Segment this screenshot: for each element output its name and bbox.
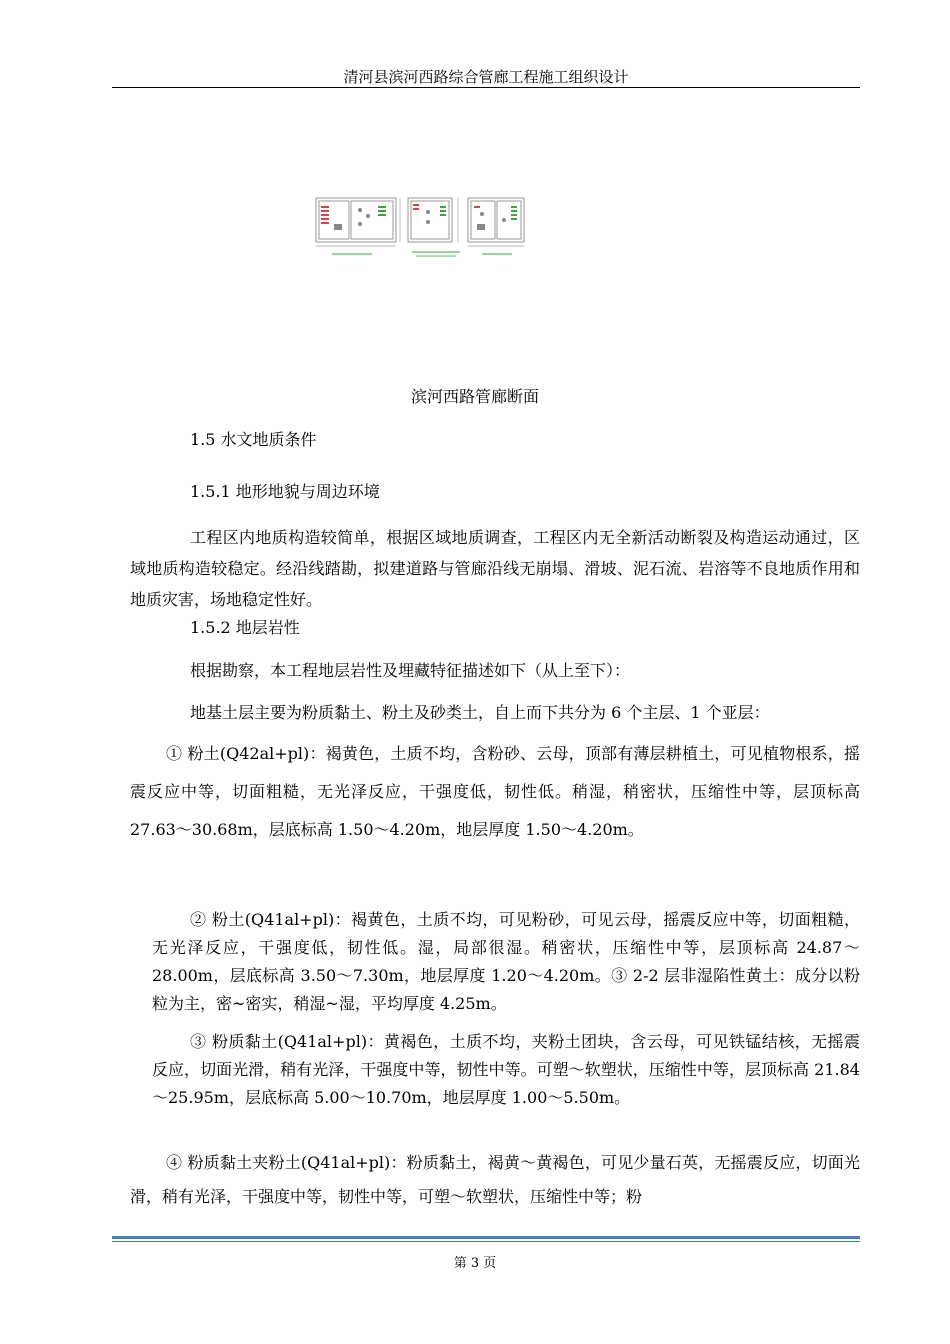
footer-divider: [112, 1236, 860, 1239]
paragraph-layer-3: ③ 粉质黏土(Q41al+pl)：黄褐色，土质不均，夹粉土团块，含云母，可见铁锰结核，无摇震反应，切面光滑，稍有光泽，干强度中等，韧性中等。可塑～软塑状，压缩性中等，层顶标高 21.84～25.95m，层底标高 5.00～10.70m，地层厚度 1.00～5.50m。: [152, 1032, 860, 1107]
paragraph-layer-4: ④ 粉质黏土夹粉土(Q41al+pl)：粉质黏土，褐黄～黄褐色，可见少量石英，无摇震反应，切面光滑，稍有光泽，干强度中等，韧性中等，可塑～软塑状，压缩性中等；粉: [130, 1153, 860, 1206]
pipe-gallery-cross-section-drawing: [312, 194, 527, 264]
paragraph-strata-intro: 根据勘察，本工程地层岩性及埋藏特征描述如下（从上至下）：: [190, 661, 631, 680]
paragraph-layer-2: ② 粉土(Q41al+pl)：褐黄色，土质不均，可见粉砂，可见云母，摇震反应中等，切面粗糙，无光泽反应，干强度低，韧性低。湿，局部很湿。稍密状，压缩性中等，层顶标高 24.87～28.00m，层底标高 3.50～7.30m，地层厚度 1.20～4.20m。③ 2-2 层非湿陷性黄土：成分以粉粒为主，密~密实，稍湿~湿，平均厚度 4.25m。: [152, 910, 860, 1013]
footer-divider-thin: [112, 1241, 860, 1242]
paragraph-layer-1: ① 粉土(Q42al+pl)：褐黄色，土质不均，含粉砂、云母，顶部有薄层耕植土，可见植物根系，摇震反应中等，切面粗糙，无光泽反应，干强度低，韧性低。稍湿，稍密状，压缩性中等，层顶标高 27.63～30.68m，层底标高 1.50～4.20m，地层厚度 1.50～4.20m。: [130, 744, 860, 839]
paragraph-terrain: 工程区内地质构造较简单，根据区域地质调查，工程区内无全新活动断裂及构造运动通过，区域地质构造较稳定。经沿线踏勘，拟建道路与管廊沿线无崩塌、滑坡、泥石流、岩溶等不良地质作用和地质灾害，场地稳定性好。: [130, 528, 860, 609]
figure-caption: 滨河西路管廊断面: [410, 387, 539, 406]
header-divider: [112, 87, 860, 88]
page-number: 第 3 页: [453, 1256, 497, 1271]
section-heading-1-5: 1.5 水文地质条件: [190, 430, 317, 449]
header-title: 清河县滨河西路综合管廊工程施工组织设计: [343, 68, 629, 86]
section-heading-1-5-1: 1.5.1 地形地貌与周边环境: [190, 482, 380, 501]
section-heading-1-5-2: 1.5.2 地层岩性: [190, 618, 300, 637]
paragraph-strata-summary: 地基土层主要为粉质黏土、粉土及砂类土，自上而下共分为 6 个主层、1 个亚层：: [190, 703, 770, 722]
